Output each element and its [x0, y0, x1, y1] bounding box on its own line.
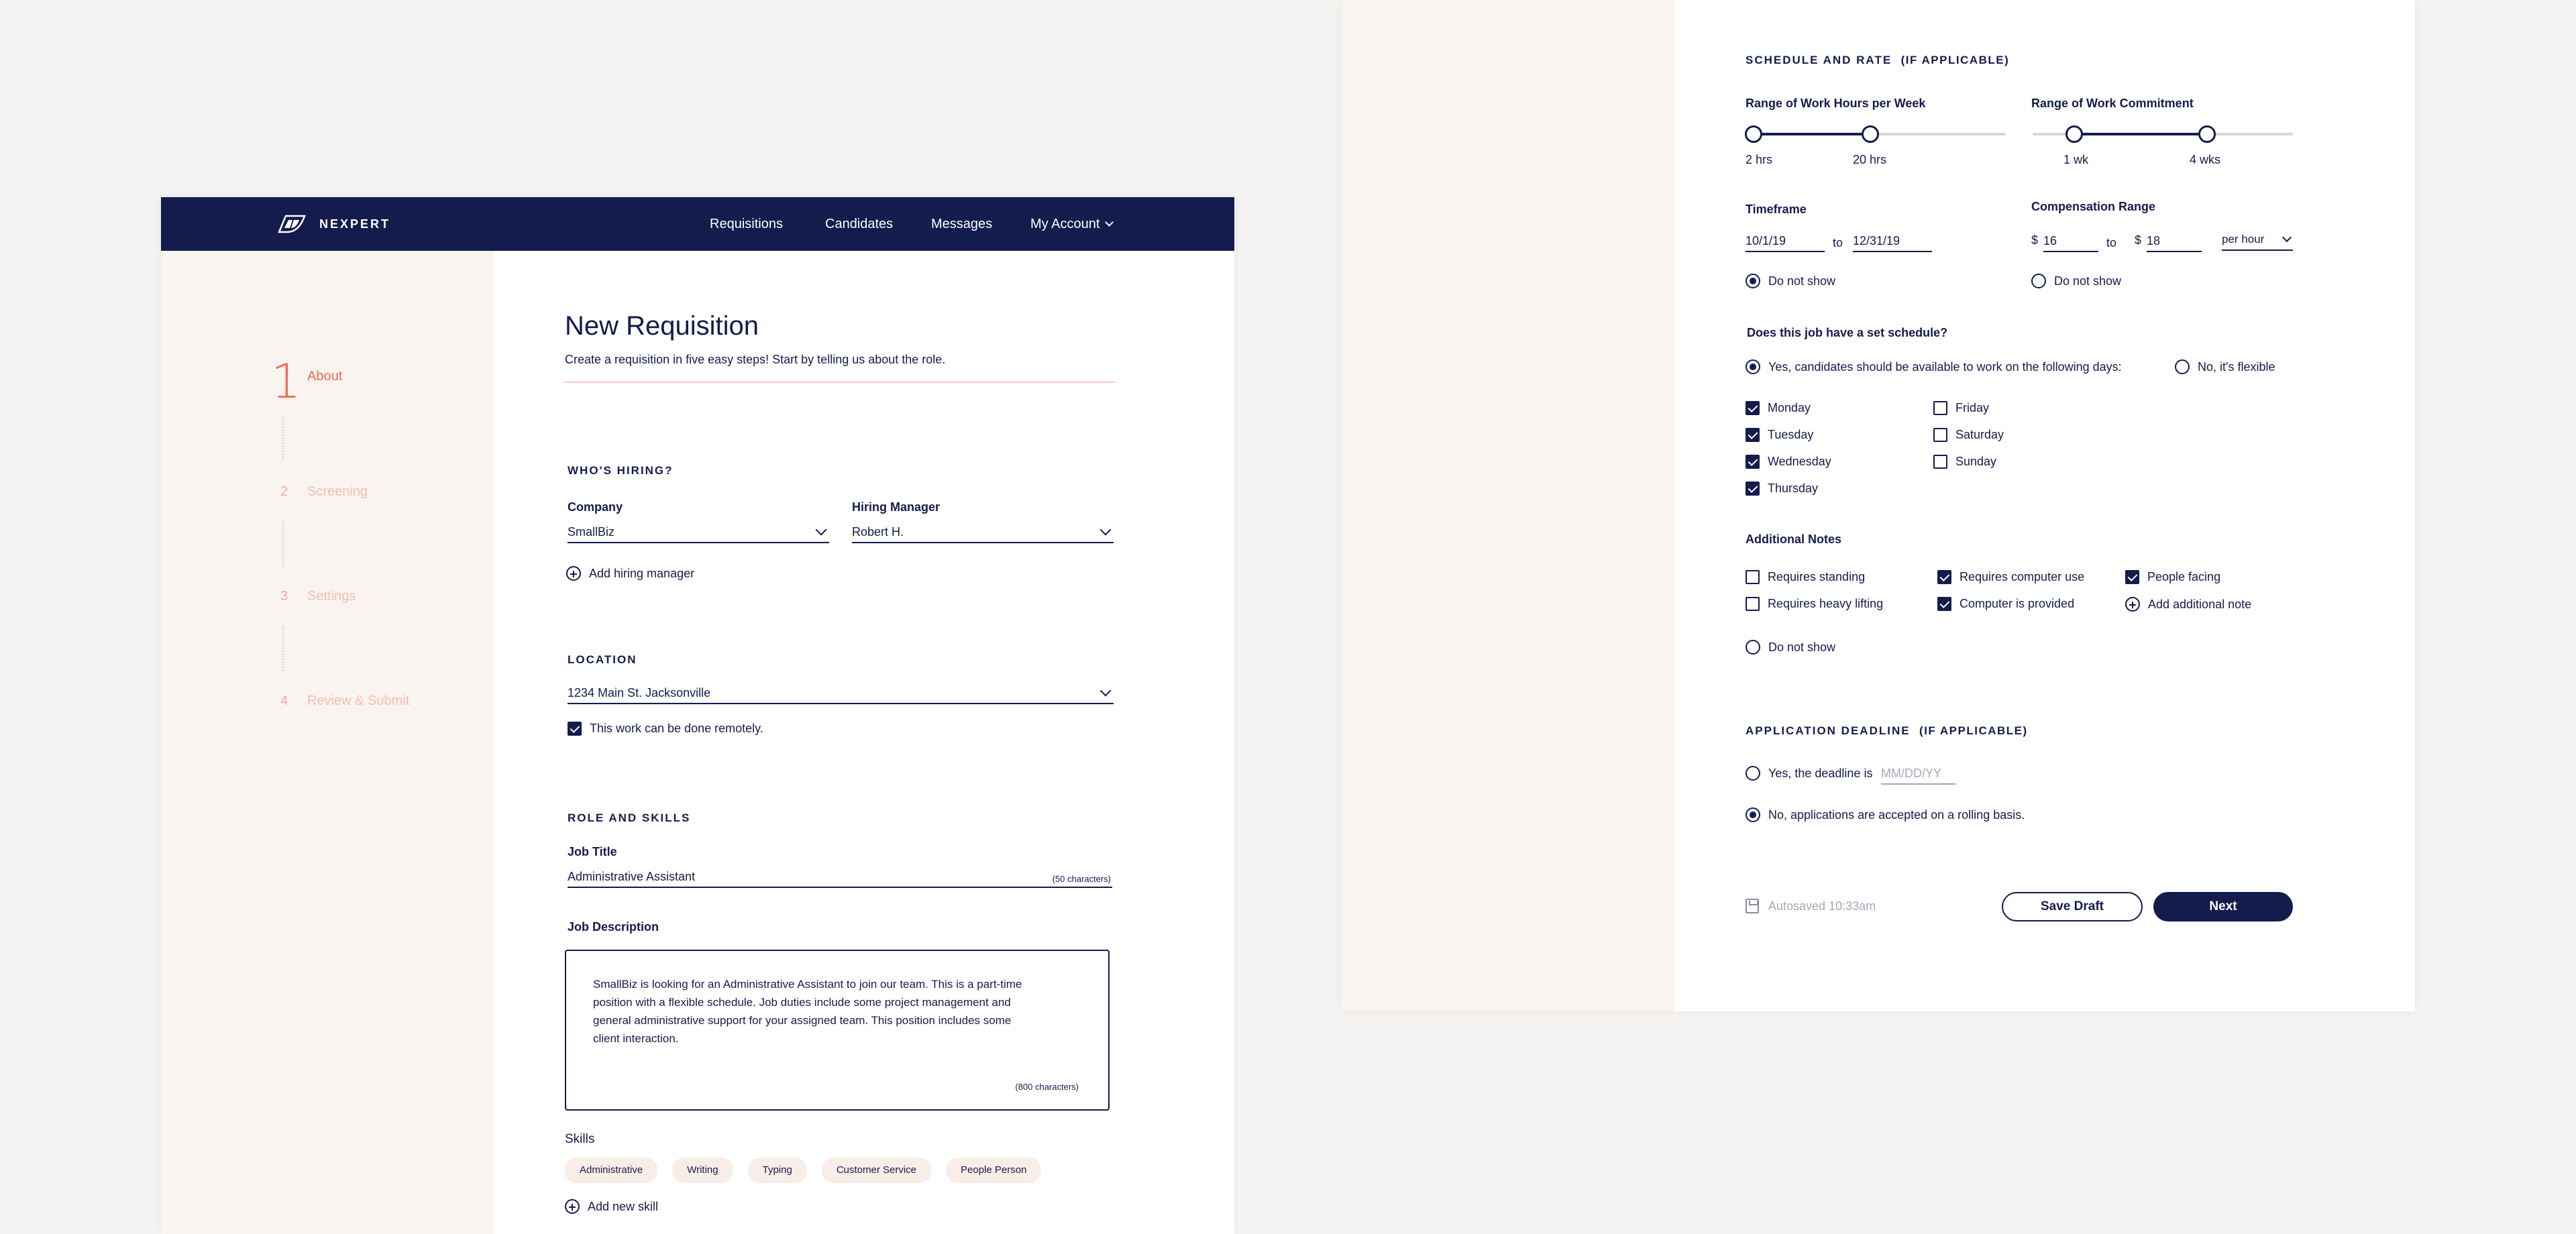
- remote-checkbox[interactable]: [568, 722, 763, 736]
- day-label: Tuesday: [1768, 428, 1814, 441]
- day-checkbox-saturday[interactable]: [1933, 428, 2004, 442]
- schedule-form: [1674, 0, 2415, 1011]
- deadline-heading: [1746, 724, 2028, 738]
- checkbox-checked-icon: [2125, 570, 2139, 584]
- step-number-1: 1: [271, 354, 301, 409]
- requisition-schedule-page: [1342, 0, 2415, 1011]
- add-skill-link[interactable]: [565, 1199, 658, 1214]
- add-note-label: Add additional note: [2148, 597, 2252, 611]
- day-checkbox-monday[interactable]: [1746, 401, 1811, 415]
- comp-from-value: 16: [2043, 234, 2057, 247]
- deadline-rolling-label: No, applications are accepted on a rolling basis.: [1768, 807, 2025, 822]
- step-number-2: 2: [280, 484, 288, 499]
- job-title-value: Administrative Assistant: [568, 870, 696, 883]
- set-schedule-yes-radio[interactable]: [1746, 359, 2122, 374]
- checkbox-empty-icon: [1933, 428, 1947, 442]
- commitment-range-slider[interactable]: [2033, 133, 2293, 135]
- checkbox-checked-icon: [1937, 597, 1951, 611]
- about-form: [494, 251, 1234, 1234]
- compensation-label: Compensation Range: [2031, 200, 2156, 213]
- note-label: Requires standing: [1768, 570, 1866, 583]
- timeframe-label: Timeframe: [1746, 203, 1807, 216]
- title-divider: [565, 382, 1115, 383]
- radio-empty-icon: [1746, 766, 1760, 781]
- skill-chip[interactable]: Customer Service: [822, 1158, 931, 1183]
- checkbox-checked-icon: [1937, 570, 1951, 584]
- location-heading: LOCATION: [568, 653, 637, 666]
- checkbox-empty-icon: [1746, 597, 1760, 611]
- step-review-submit[interactable]: Review & Submit: [307, 693, 410, 708]
- timeframe-do-not-show-label: Do not show: [1768, 274, 1836, 288]
- note-label: Computer is provided: [1960, 597, 2075, 610]
- requisition-about-page: [161, 197, 1234, 1234]
- checkbox-checked-icon: [1746, 482, 1760, 496]
- nav-requisitions[interactable]: Requisitions: [710, 217, 783, 231]
- hours-range-fill: [1754, 133, 1871, 135]
- notes-do-not-show-label: Do not show: [1768, 640, 1836, 654]
- commitment-min-value: 1 wk: [2063, 153, 2089, 166]
- hours-max-value: 20 hrs: [1853, 153, 1887, 166]
- set-schedule-yes-label: Yes, candidates should be available to work on the following days:: [1768, 359, 2122, 374]
- timeframe-do-not-show-radio[interactable]: [1746, 274, 1835, 288]
- hiring-manager-label: Hiring Manager: [852, 500, 941, 514]
- hours-range-label: Range of Work Hours per Week: [1746, 97, 1926, 110]
- step-about[interactable]: About: [307, 369, 343, 384]
- radio-checked-icon: [1746, 359, 1760, 374]
- autosave-text: Autosaved 10:33am: [1768, 899, 1876, 913]
- schedule-heading-note: (IF APPLICABLE): [1900, 54, 2010, 66]
- schedule-heading-title: SCHEDULE AND RATE: [1746, 54, 1892, 66]
- currency-symbol: $: [2031, 233, 2039, 247]
- hiring-manager-select[interactable]: [852, 522, 1114, 543]
- adp-logo-icon: [275, 215, 306, 233]
- radio-empty-icon: [1746, 640, 1760, 655]
- checkbox-empty-icon: [1933, 401, 1947, 415]
- commitment-max-handle[interactable]: [2198, 125, 2216, 143]
- note-checkbox-heavy-lifting[interactable]: [1746, 597, 1883, 611]
- page-title: New Requisition: [565, 311, 759, 341]
- save-draft-button[interactable]: Save Draft: [2002, 892, 2143, 921]
- day-label: Thursday: [1768, 482, 1819, 495]
- comp-to-text: to: [2106, 236, 2117, 249]
- chevron-down-icon: [1100, 524, 1112, 536]
- page-subtitle: Create a requisition in five easy steps! Start by telling us about the role.: [565, 353, 946, 366]
- step-screening[interactable]: Screening: [307, 484, 368, 499]
- job-description-textarea[interactable]: [565, 950, 1110, 1111]
- hiring-manager-value: Robert H.: [852, 525, 904, 539]
- note-label: Requires computer use: [1960, 570, 2085, 583]
- nav-my-account[interactable]: [1030, 197, 1112, 251]
- add-hiring-manager-link[interactable]: [566, 566, 694, 581]
- plus-circle-icon: [2125, 597, 2140, 612]
- step-sidebar-panel: [1342, 0, 1674, 1011]
- deadline-rolling-radio[interactable]: [1746, 807, 2025, 822]
- day-checkbox-thursday[interactable]: [1746, 482, 1818, 496]
- hours-min-value: 2 hrs: [1746, 153, 1773, 166]
- step-connector: [282, 626, 284, 671]
- comp-do-not-show-radio[interactable]: [2031, 274, 2121, 288]
- step-number-3: 3: [280, 589, 288, 604]
- commitment-min-handle[interactable]: [2065, 125, 2083, 143]
- add-hiring-manager-label: Add hiring manager: [589, 566, 695, 580]
- hours-min-handle[interactable]: [1745, 125, 1762, 143]
- checkbox-checked-icon: [568, 722, 582, 736]
- skills-chip-list: [565, 1158, 1041, 1183]
- currency-symbol: $: [2135, 233, 2142, 247]
- job-description-char-count: (800 characters): [1015, 1082, 1079, 1092]
- job-title-char-count: (50 characters): [1052, 874, 1111, 884]
- timeframe-from-input[interactable]: [1746, 231, 1825, 252]
- commitment-range-label: Range of Work Commitment: [2031, 97, 2194, 110]
- skill-chip[interactable]: Writing: [672, 1158, 733, 1183]
- comp-from-input[interactable]: [2043, 231, 2098, 252]
- day-checkbox-wednesday[interactable]: [1746, 455, 1831, 469]
- next-button[interactable]: Next: [2153, 892, 2293, 921]
- set-schedule-no-radio[interactable]: [2175, 359, 2275, 374]
- skill-chip[interactable]: Typing: [748, 1158, 807, 1183]
- add-skill-label: Add new skill: [588, 1199, 659, 1213]
- note-label: Requires heavy lifting: [1768, 597, 1884, 610]
- deadline-date-placeholder: MM/DD/YY: [1881, 767, 1941, 780]
- skill-chip[interactable]: People Person: [946, 1158, 1041, 1183]
- hours-max-handle[interactable]: [1862, 125, 1879, 143]
- comp-unit-select[interactable]: [2222, 229, 2293, 251]
- job-title-label: Job Title: [568, 845, 617, 858]
- day-label: Sunday: [1955, 455, 1997, 468]
- comp-unit-value: per hour: [2222, 233, 2265, 245]
- chevron-down-icon: [1106, 218, 1114, 227]
- day-checkbox-tuesday[interactable]: [1746, 428, 1813, 442]
- add-note-link[interactable]: [2125, 597, 2251, 612]
- day-label: Wednesday: [1768, 455, 1831, 468]
- timeframe-to-value: 12/31/19: [1853, 234, 1900, 247]
- set-schedule-no-label: No, it's flexible: [2198, 359, 2275, 374]
- nav-messages[interactable]: Messages: [931, 217, 993, 231]
- save-icon: [1746, 899, 1759, 913]
- day-checkbox-sunday[interactable]: [1933, 455, 1996, 469]
- step-connector: [282, 522, 284, 566]
- nav-my-account-label: My Account: [1030, 217, 1100, 231]
- radio-empty-icon: [2175, 359, 2190, 374]
- commitment-max-value: 4 wks: [2190, 153, 2221, 166]
- set-schedule-question: Does this job have a set schedule?: [1747, 326, 1948, 339]
- skills-label: Skills: [565, 1132, 595, 1146]
- remote-label: This work can be done remotely.: [590, 722, 763, 735]
- radio-checked-icon: [1746, 274, 1760, 288]
- note-checkbox-standing[interactable]: [1746, 570, 1865, 584]
- job-description-value: SmallBiz is looking for an Administrative Assistant to join our team. This is a part-time position with a flexible schedule. Job duties include some project management and general administrative support for your assigned team. This position includes some client interaction.: [593, 978, 1022, 1045]
- comp-to-input[interactable]: [2147, 231, 2202, 252]
- radio-checked-icon: [1746, 807, 1760, 822]
- plus-circle-icon: [565, 1199, 580, 1214]
- location-select[interactable]: [568, 683, 1114, 704]
- deadline-heading-note: (IF APPLICABLE): [1919, 724, 2028, 737]
- top-navbar: [161, 197, 1234, 251]
- nav-candidates[interactable]: Candidates: [825, 217, 894, 231]
- timeframe-to-input[interactable]: [1853, 231, 1932, 252]
- job-title-input[interactable]: [568, 866, 1112, 888]
- chevron-down-icon: [2282, 233, 2292, 242]
- note-checkbox-computer-use[interactable]: [1937, 570, 2084, 584]
- step-settings[interactable]: Settings: [307, 589, 356, 604]
- checkbox-empty-icon: [1933, 455, 1947, 469]
- commitment-range-fill: [2074, 133, 2207, 135]
- company-select[interactable]: [568, 522, 829, 543]
- timeframe-to-text: to: [1833, 236, 1843, 249]
- note-checkbox-computer-provided[interactable]: [1937, 597, 2074, 611]
- checkbox-empty-icon: [1746, 570, 1760, 584]
- day-label: Friday: [1955, 401, 1990, 414]
- deadline-yes-radio[interactable]: [1746, 766, 1872, 781]
- chevron-down-icon: [816, 524, 827, 536]
- note-checkbox-people-facing[interactable]: [2125, 570, 2220, 584]
- company-value: SmallBiz: [568, 525, 615, 539]
- hours-range-slider[interactable]: [1746, 133, 2006, 135]
- deadline-heading-title: APPLICATION DEADLINE: [1746, 724, 1911, 737]
- note-label: People facing: [2147, 570, 2221, 583]
- timeframe-from-value: 10/1/19: [1746, 234, 1786, 247]
- checkbox-checked-icon: [1746, 455, 1760, 469]
- deadline-yes-label: Yes, the deadline is: [1768, 766, 1873, 780]
- step-connector: [282, 416, 284, 460]
- additional-notes-label: Additional Notes: [1746, 532, 1841, 546]
- role-skills-heading: ROLE AND SKILLS: [568, 811, 691, 824]
- company-label: Company: [568, 500, 623, 514]
- chevron-down-icon: [1100, 685, 1112, 697]
- checkbox-checked-icon: [1746, 428, 1760, 442]
- schedule-heading: [1746, 54, 2009, 67]
- whos-hiring-heading: WHO'S HIRING?: [568, 464, 674, 477]
- comp-to-value: 18: [2147, 234, 2161, 247]
- day-label: Monday: [1768, 401, 1811, 414]
- step-sidebar: [161, 251, 494, 1234]
- autosave-status: [1746, 899, 1876, 913]
- location-value: 1234 Main St. Jacksonville: [568, 686, 711, 699]
- radio-empty-icon: [2031, 274, 2046, 288]
- job-description-label: Job Description: [568, 920, 659, 934]
- brand-name[interactable]: NEXPERT: [319, 217, 391, 231]
- notes-do-not-show-radio[interactable]: [1746, 640, 1835, 655]
- plus-circle-icon: [566, 566, 581, 581]
- checkbox-checked-icon: [1746, 401, 1760, 415]
- step-number-4: 4: [280, 693, 288, 708]
- day-label: Saturday: [1955, 428, 2004, 441]
- comp-do-not-show-label: Do not show: [2054, 274, 2122, 288]
- skill-chip[interactable]: Administrative: [565, 1158, 657, 1183]
- day-checkbox-friday[interactable]: [1933, 401, 1989, 415]
- deadline-date-input[interactable]: [1881, 763, 1956, 785]
